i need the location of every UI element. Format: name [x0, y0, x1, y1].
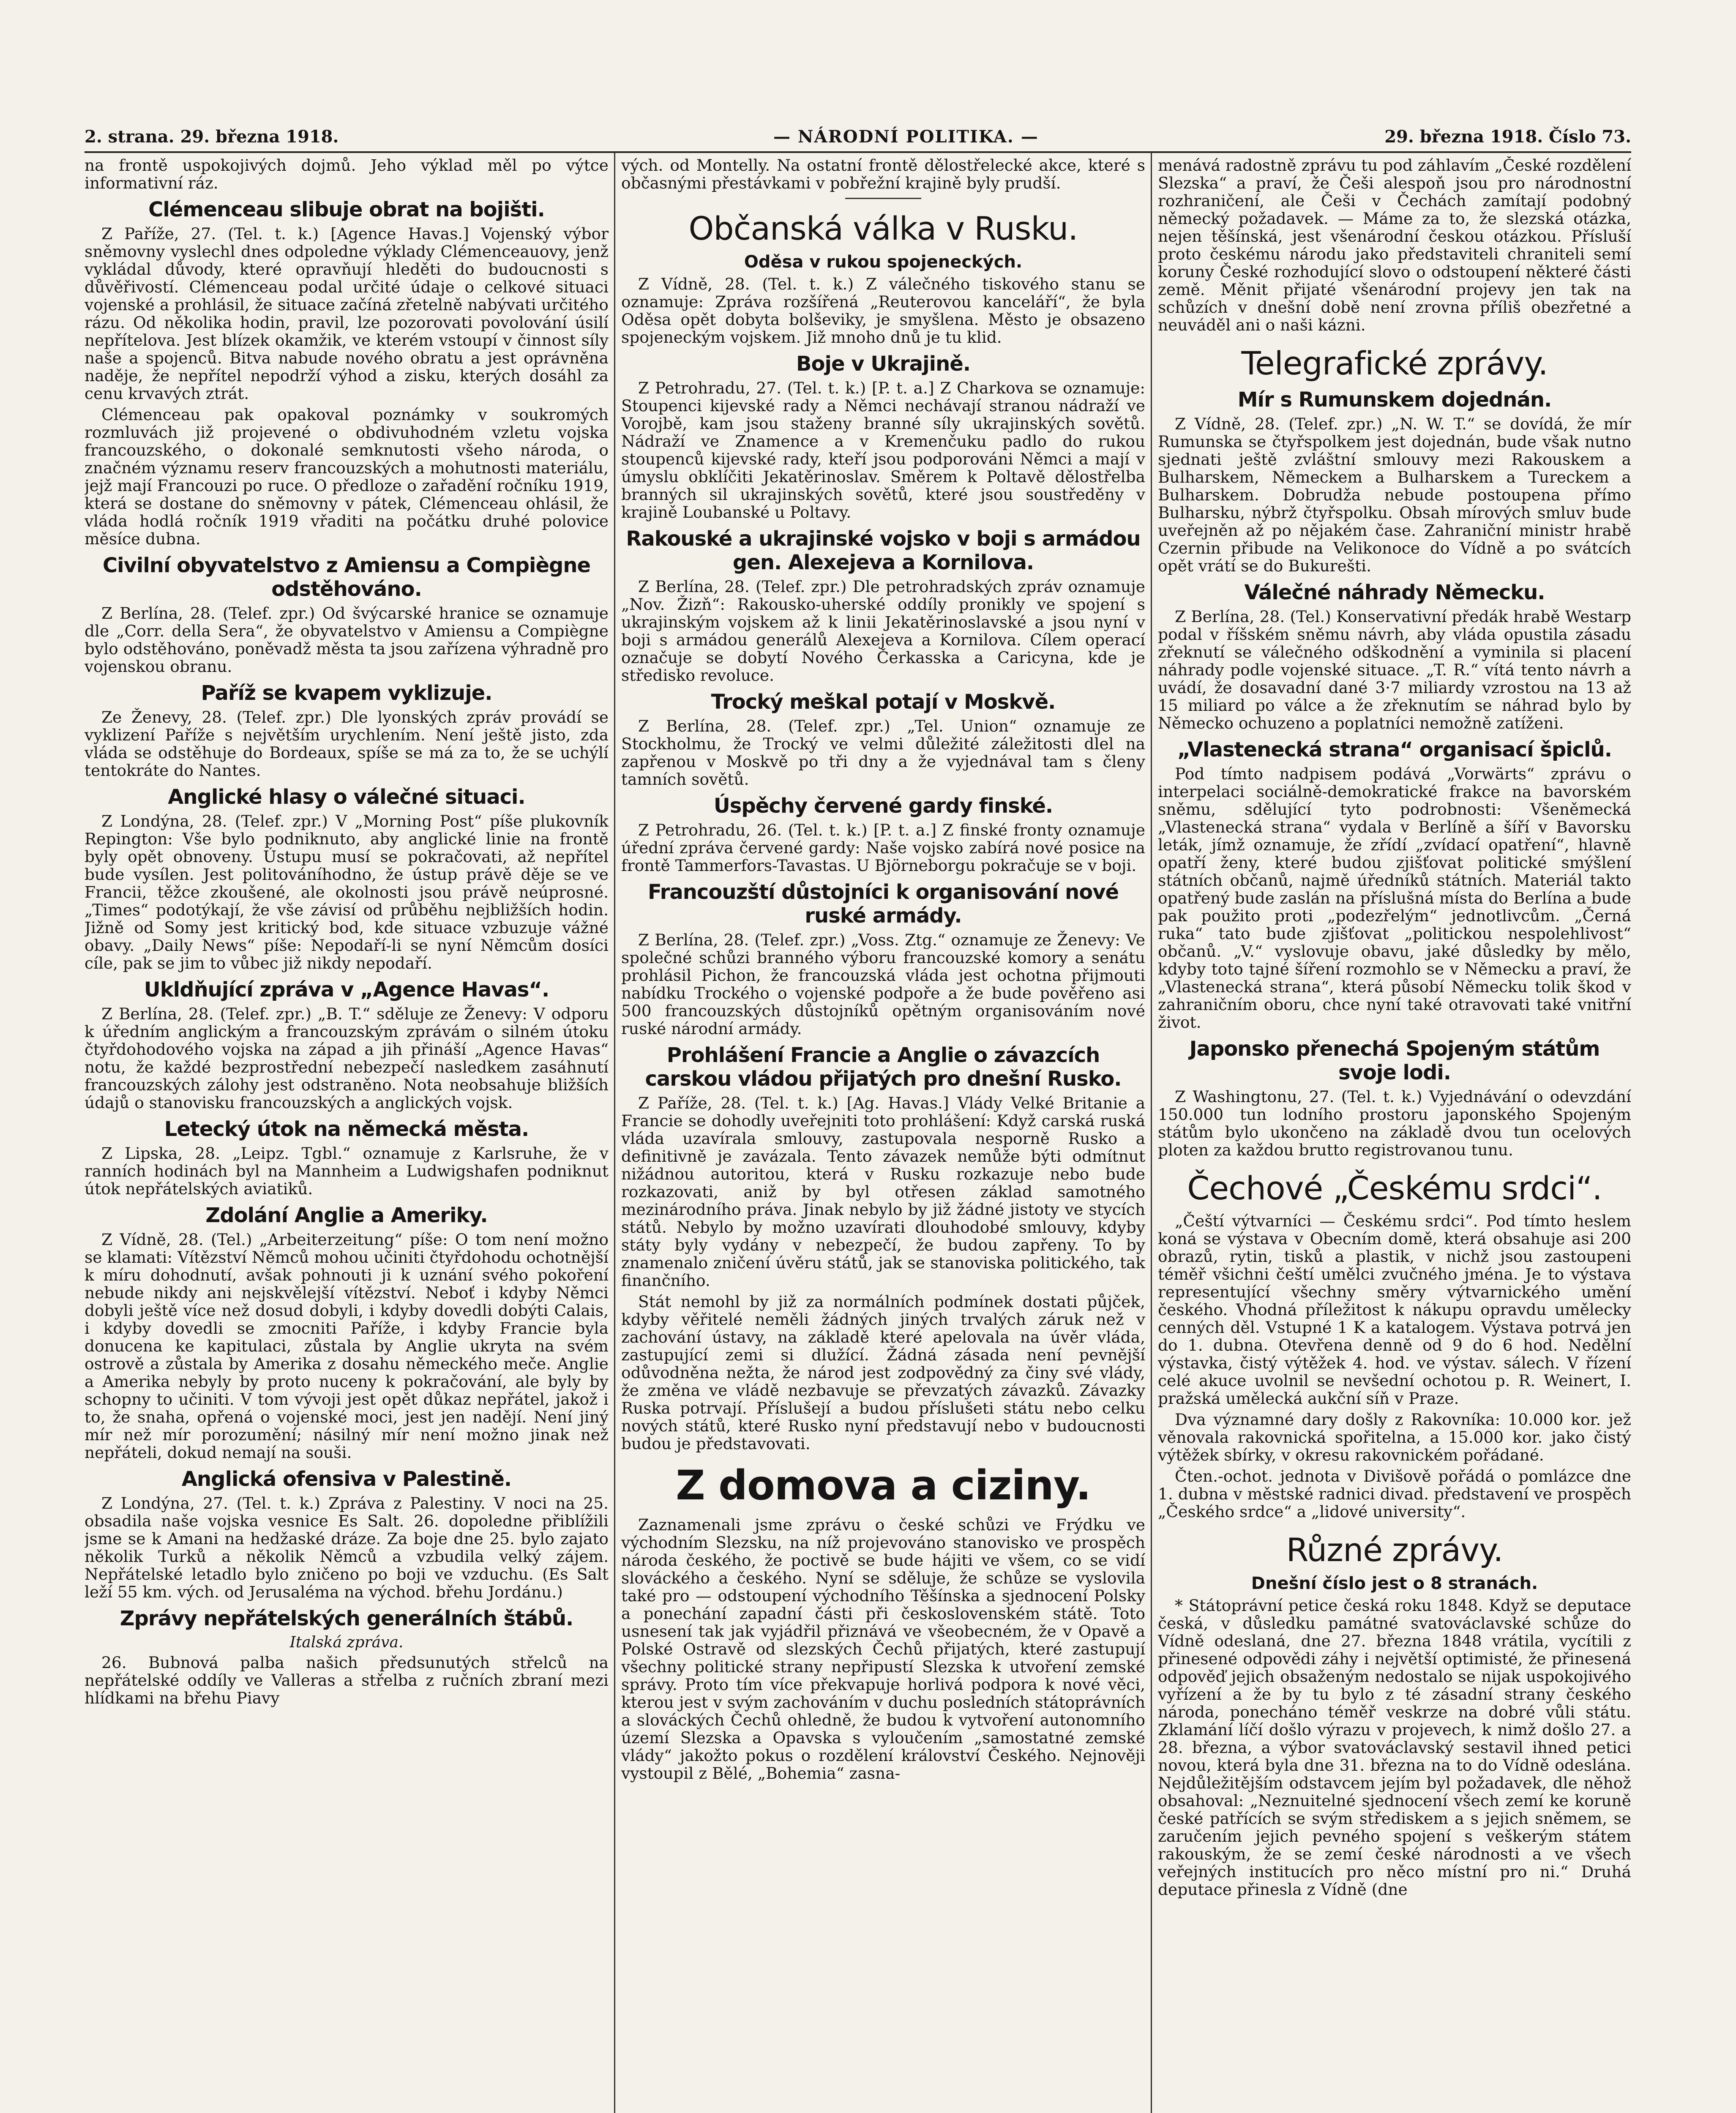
section-headline: Občanská válka v Rusku.	[688, 210, 1078, 247]
subheadline: Dnešní číslo jest o 8 stranách.	[1251, 1574, 1538, 1593]
article-text: Zaznamenali jsme zprávu o české schůzi ve Frýdku ve východním Slezsku, na níž projevováno stanovisko ve prospěch národa českého, že poctivě se bude hájiti ve všem, co se vidí slováckého a českého. Nyní se sděluje, že schůze se vyslovila také pro — odstoupení východního Těšínska a sjednocení Polsky a ponechání zapadní části při československém státě. Toto usnesení tak jak vyjádřil přiznává ve všeobecném, že v Opavě a Polské Ostravě od slezských Čechů přijatých, které zastupují všechny politické strany nepřipustí Slezska k utvoření zemské správy. Proto tím více překvapuje horlivá podpora k nové věci, kterou jest v svým zachováním v duchu posledních státoprávních a slováckých Čechů ohledně, že budou k vytvoření autonomního území Slezska a Opavska s vyloučením „samostatné zemské vlády“ jakožto pokus o rozdělení království Českého. Nejnověji vystoupil z Bělé, „Bohemia“ zasna-	[621, 1515, 1145, 1783]
section-headline: Různé zprávy.	[1286, 1531, 1503, 1569]
headline: Mír s Rumunskem dojednán.	[1237, 388, 1552, 412]
masthead-rule	[85, 151, 1631, 153]
article-text: Z Paříže, 27. (Tel. t. k.) [Agence Havas.] Vojenský výbor sněmovny vyslechl dnes odpoledne výklady Clémenceauovy, jenž vykládal důvody, které opravňují hleděti do budoucnosti s důvěřivostí. Clémenceau podal určité údaje o celkové situaci vojenské a prohlásil, že situace začíná zřetelně nabývati určitého rázu. Od několika hodin, pravil, lze pozorovati povolování úsilí nepřítelova. Jest blízek okamžik, ve kterém vstoupí v činnost síly naše a spojenců. Bitva nabude nového obratu a jest oprávněna naděje, že nepřítel nepodrží výhod a zisku, kterých dosáhl za cenu krvavých ztrát.	[85, 224, 609, 403]
subheadline: Oděsa v rukou spojeneckých.	[744, 252, 1023, 272]
article-text: Stát nemohl by již za normálních podmínek dostati půjček, kdyby věřitelé neměli žádných jiných trvalých záruk než v zachování ústavy, na základě které apelovala na úvěr vláda, zastupující zemi si dlužící. Žádná zásada není pevnější odůvodněna nežta, že národ jest zodpovědný za činy své vlády, že změna ve vládě nezbavuje se převzatých závazků. Závazky Ruska potrvají. Příslušejí a budou příslušeti státu nebo celku nových států, které Rusko nyní představují nebo v budoucnosti budou je představovati.	[621, 1292, 1145, 1453]
article-text: Čten.-ochot. jednota v Divišově pořádá o pomlázce dne 1. dubna v městské radnici divad. představení ve prospěch „Českého srdce“ a „lidové university“.	[1158, 1467, 1631, 1521]
page-date-left: 2. strana. 29. března 1918.	[85, 127, 339, 147]
headline: Prohlášení Francie a Anglie o závazcích carskou vládou přijatých pro dnešní Rusko.	[645, 1043, 1122, 1091]
article-text: Z Berlína, 28. (Telef. zpr.) Od švýcarské hranice se oznamuje dle „Corr. della Sera“, že obyvatelstvo v Amiensu a Compiègne bylo odstěhováno, poněvadž města ta jsou zařízena výhradně pro vojenskou obranu.	[85, 604, 609, 676]
masthead	[85, 127, 1631, 151]
article-text: Z Vídně, 28. (Tel.) „Arbeiterzeitung“ píše: O tom není možno se klamati: Vítězství Němců mohou učiniti čtyřdohodu ochotnější k míru dohodnutí, avšak pohnouti ji k uznání svého pokoření nebude nikdy ani nejskvělejší vítězství. Neboť i kdyby Němci dobyli ještě více než dosud dobyli, i kdyby dovedli dobýti Calais, i kdyby dovedli se zmocniti Paříže, i kdyby Francie byla donucena ke kapitulaci, zůstala by Anglie ukryta na svém ostrově a zůstala by Amerika z dosahu německého meče. Anglie a Amerika nebyly by proto nuceny k pokračování, ale byly by schopny to učiniti. V tom vývoji jest opět důkaz nepřátel, jakož i to, že snaha, opřená o vojenské moci, jest jen nadějí. Není jiný mír než mír porozumění; násilný mír není možno jinak než nepřáteli, dokud nemají na souši.	[85, 1230, 609, 1462]
article-text: Pod tímto nadpisem podává „Vorwärts“ zprávu o interpelaci sociálně-demokratické frakce na bavorském sněmu, sdělující tyto podrobnosti: Všeněmecká „Vlastenecká strana“ vydala v Berlíně a šíří v Bavorsku leták, jímž oznamuje, že zřídí „zvídací opatření“, hlavně opatří ženy, které budou zjišťovat politické smýšlení státních občanů, najmě úředníků státních. Materiál takto opatřený bude zaslán na příslušná místa do Berlína a bude pak použito proti „podezřelým“ jednotlivcům. „Černá ruka“ tato bude zjišťovat „politickou nespolehlivost“ občanů. „V.“ vyslovuje obavu, jaké důsledky by mělo, kdyby toto tajné šíření rozmohlo se v Německu a praví, že „Vlastenecká strana“, která působí Německu tolik škod v zahraničním oboru, chce nyní také otravovati také vnitřní život.	[1158, 764, 1631, 1032]
section-headline: Čechové „Českému srdci“.	[1187, 1169, 1602, 1207]
column-divider	[1151, 152, 1152, 2113]
headline: Rakouské a ukrajinské vojsko v boji s armádou gen. Alexejeva a Kornilova.	[626, 527, 1141, 574]
article-text: Z Berlína, 28. (Telef. zpr.) „B. T.“ sděluje ze Ženevy: V odporu k úředním anglickým a francouzským zprávám o silném útoku čtyřdohodového vojska na západ a jih přináší „Agence Havas“ notu, že každé bezprostřední nebezpečí nasledkem zasáhnutí francouzských zálohy jest odstraněno. Nota neobsahuje bližších údajů o stanovisku francouzských a anglických vojsk.	[85, 1005, 609, 1112]
article-text: Z Vídně, 28. (Telef. zpr.) „N. W. T.“ se dovídá, že mír Rumunska se čtyřspolkem jest dojednán, bude však nutno sjednati ještě zvláštní smlouvy mezi Rakouskem a Bulharskem, Německem a Bulharskem a Tureckem a Bulharskem. Dobrudža nebude postoupena přímo Bulharsku, nýbrž čtyřspolku. Obsah mírových smluv bude uveřejněn až po nějakém čase. Zahraniční ministr hrabě Czernin přibude na Velikonoce do Vídně a po svátcích opět vrátí se do Bukurešti.	[1158, 415, 1631, 575]
newspaper-title: — NÁRODNÍ POLITIKA. —	[773, 127, 1039, 147]
article-text: na frontě uspokojivých dojmů. Jeho výklad měl po výtce informativní ráz.	[85, 156, 609, 192]
article-text: vých. od Montelly. Na ostatní frontě dělostřelecké akce, které s občasnými přestávkami v pobřežní krajině byly prudší.	[621, 156, 1145, 192]
headline: Francouzští důstojníci k organisování nové ruské armády.	[647, 880, 1119, 928]
article-text: Z Berlína, 28. (Telef. zpr.) Dle petrohradských zpráv oznamuje „Nov. Žizň“: Rakousko-uherské oddíly pronikly ve spojení s ukrajinským vojskem až k linii Jekatěrinoslavské a jsou nyní v boji s armádou generálů Alexejeva a Kornilova. Cílem operací označuje se dobytí Nového Čerkasska a Caricyna, kde je středisko revoluce.	[621, 577, 1145, 685]
headline: Civilní obyvatelstvo z Amiensu a Compiègne odstěhováno.	[102, 554, 591, 601]
headline: Boje v Ukrajině.	[796, 352, 971, 376]
issue-number: 29. března 1918. Číslo 73.	[1384, 127, 1631, 147]
subheadline: Italská zpráva.	[289, 1634, 404, 1651]
section-headline: Z domova a ciziny.	[676, 1462, 1091, 1509]
headline: Paříž se kvapem vyklizuje.	[201, 681, 492, 705]
article-text: 26. Bubnová palba našich předsunutých střelců na nepřátelské oddíly ve Valleras a střelba z ručních zbraní mezi hlídkami na břehu Piavy	[85, 1653, 609, 1707]
headline: Úspěchy červené gardy finské.	[713, 794, 1053, 818]
article-text: menává radostně zprávu tu pod záhlavím „České rozdělení Slezska“ a praví, že Češi alespoň jsou pro národnostní rozhraničení, ale Češi v Čechách zamítají podobný německý požadavek. — Máme za to, že slezská otázka, nejen těšínská, jest všenárodní českou otázkou. Přísluší proto českému národu jako představiteli chraniteli semí koruny České rozhodující slovo o odstoupení některé části země. Měnit přijaté všenárodní projevy jen tak na schůzích v dnešní době není zrovna příliš obezřetné a neuváděl ani o naši kázni.	[1158, 156, 1631, 334]
article-text: Z Berlína, 28. (Tel.) Konservativní předák hrabě Westarp podal v říšském sněmu návrh, aby vláda opustila zásadu zřeknutí se válečného odškodnění a vyminila si placení náhrady podle vojenské situace. „T. R.“ vítá tento návrh a uvádí, že dosavadní dané 3·7 miliardy vzrostou na 13 až 15 miliard po válce a že zřeknutím se náhrad bylo by Německo ochuzeno a poplatníci nemožně zatíženi.	[1158, 607, 1631, 732]
headline: Trocký meškal potají v Moskvě.	[711, 690, 1056, 714]
column-3	[1158, 156, 1631, 2113]
article-text: Clémenceau pak opakoval poznámky v soukromých rozmluvách již projevené o obdivuhodném vzletu vojska francouzského, o dokonalé semknutosti všeho národa, o značném významu reserv francouzských a mohutnosti materiálu, jejž mají Francouzi po ruce. O předloze o zařadění ročníku 1919, která se dostane do sněmovny v pátek, Clémenceau ohlásil, že vláda hodlá ročník 1919 vřaditi na počátku druhé polovice měsíce dubna.	[85, 405, 609, 548]
headline: Ukldňující zpráva v „Agence Havas“.	[144, 978, 549, 1002]
article-text: Z Berlína, 28. (Telef. zpr.) „Tel. Union“ oznamuje ze Stockholmu, že Trocký ve velmi důležité záležitosti dlel na zapřenou v Moskvě po tři dny a že vyjednával tam s členy tamních sovětů.	[621, 717, 1145, 789]
article-text: Z Vídně, 28. (Tel. t. k.) Z válečného tiskového stanu se oznamuje: Zpráva rozšířená „Reuterovou kanceláří“, že byla Oděsa opět dobyta bolševiky, je smyšlena. Město je obsazeno spojeneckým vojskem. Již mnoho dnů je tu klid.	[621, 275, 1145, 347]
column-divider	[614, 152, 615, 2113]
article-text: „Čeští výtvarníci — Českému srdci“. Pod tímto heslem koná se výstava v Obecním domě, která obsahuje asi 200 obrazů, rytin, tisků a plastik, v nichž jsou zastoupeni téměř všichni čeští umělci zvučného jména. Je to výstava representující všechny směry výtvarnického umění českého. Vhodná příležitost k nákupu opravdu umělecky cenných děl. Vstupné 1 K a katalogem. Výstava potrvá jen do 1. dubna. Otevřena denně od 9 do 6 hod. Nedělní výstavka, čistý výtěžek 4. hod. ve výstav. sálech. V řízení celé akuce uvolnil se nevšední ochotou p. R. Weinert, I. pražská umělecká aukční síň v Praze.	[1158, 1212, 1631, 1408]
headline: „Vlastenecká strana“ organisací špiclů.	[1177, 738, 1612, 762]
headline: Anglické hlasy o válečné situaci.	[168, 785, 525, 809]
headline: Letecký útok na německá města.	[164, 1117, 529, 1141]
section-headline: Telegrafické zprávy.	[1241, 344, 1548, 382]
article-text: Z Londýna, 27. (Tel. t. k.) Zpráva z Palestiny. V noci na 25. obsadila naše vojska vesnice Es Salt. 26. dopoledne přiblížili jsme se k Amani na hedžaské dráze. Za boje dne 25. bylo zajato několik Turků a několik Němců a vzbudila velký zájem. Nepřátelské letadlo bylo zničeno po boji ve vzduchu. (Es Salt leží 55 km. vých. od Jerusaléma na východ. břehu Jordánu.)	[85, 1494, 609, 1601]
article-text: Z Petrohradu, 27. (Tel. t. k.) [P. t. a.] Z Charkova se oznamuje: Stoupenci kijevské rady a Němci nechávají stranou nádraží ve Vorojbě, kam jsou staženy branné síly ukrajinských sovětů. Nádraží ve Znamence a v Kremenčuku padlo do rukou stoupenců kijevské rady, kteří jsou podporováni Němci a mají v úmyslu obklíčiti Jekatěrinoslav. Směrem k Poltavě dělostřelba branných sil ukrajinských sovětů, které jsou soustředěny v krajině Loubanské u Poltavy.	[621, 379, 1145, 521]
article-text: Z Paříže, 28. (Tel. t. k.) [Ag. Havas.] Vlády Velké Britanie a Francie se dohodly uveřejniti toto prohlášení: Když carská ruská vláda uzavírala smlouvy, zastupovala nesporně Rusko a definitivně je zavázala. Tento závazek nemůže býti odmítnut nižádnou autoritou, která v Rusku rozkazuje nebo bude rozkazovati, aniž by byl otřesen základ samotného mezinárodního práva. Jinak nebylo by již žádné jistoty ve stycích států. Nebylo by možno uzavírati dlouhodobé smlouvy, kdyby státy byly vydány v nebezpečí, že budou zapřeny. To by znamenalo zničení úvěru států, jak se stanoviska politického, tak finančního.	[621, 1094, 1145, 1290]
headline: Japonsko přenechá Spojeným státům svoje lodi.	[1189, 1037, 1600, 1084]
article-text: * Státoprávní petice česká roku 1848. Když se deputace česká, v důsledku památné svatováclavské schůze do Vídně odeslaná, dne 27. března 1848 vrátila, vycítili z přinesené odpovědi záhy i největší optimisté, že přinesená odpověď jejich obsaženým nedostalo se nijak uspokojivého vyřízení a že by tu bylo z té zásadní strany českého národa, ponecháno téměř veskrze na dobré vůli státu. Zklamání líčí došlo výrazu v projevech, k nimž došlo 27. a 28. března, a výbor svatováclavský sestavil ihned petici novou, která byla dne 31. března na to do Vídně odeslána. Nejdůležitějším odstavcem jejím byl požadavek, dle něhož obsahoval: „Neznuitelné sjednocení všech zemí ke koruně české patřících se svým střediskem a s jejich sněmem, se zaručením jejich pevného spojení s veškerým státem rakouským, že se zemí české národnosti a ve všech veřejných institucích pro něco místní pro ni.“ Druhá deputace přinesla z Vídně (dne	[1158, 1596, 1631, 1899]
separator	[845, 198, 921, 199]
headline: Zdolání Anglie a Ameriky.	[205, 1204, 488, 1227]
column-1	[85, 156, 609, 2113]
headline: Clémenceau slibuje obrat na bojišti.	[148, 198, 545, 221]
article-text: Z Londýna, 28. (Telef. zpr.) V „Morning Post“ píše plukovník Repington: Vše bylo podniknuto, aby anglické linie na frontě byly opět obnoveny. Ústupu musí se pokračovati, až nepřítel bude vysílen. Jest politováníhodno, že ústup právě děje se ve Francii, těžce zkoušené, ale okolnosti jsou právě neúprosné. „Times“ podotýkají, že vše závisí od průběhu nejbližších hodin. Jižně od Somy jest kritický bod, kde situace vzbuzuje vážné obavy. „Daily News“ píše: Nepodaří-li se nyní Němcům dosíci cíle, pak se jim to vůbec již nikdy nepodaří.	[85, 812, 609, 972]
column-2	[621, 156, 1145, 2113]
article-text: Dva významné dary došly z Rakovníka: 10.000 kor. jež věnovala rakovnická spořitelna, a 15.000 kor. jako čistý výtěžek sbírky, v okresu rakovnickém pořádané.	[1158, 1410, 1631, 1464]
headline: Válečné náhrady Německu.	[1244, 581, 1545, 604]
headline: Anglická ofensiva v Palestině.	[181, 1467, 512, 1491]
headline: Zprávy nepřátelských generálních štábů.	[120, 1607, 573, 1630]
article-text: Z Washingtonu, 27. (Tel. t. k.) Vyjednávání o odevzdání 150.000 tun lodního prostoru japonského Spojeným státům bylo ukončeno na základě dvou tun ocelových ploten za každou brutto registrovanou tunu.	[1158, 1087, 1631, 1159]
article-text: Z Petrohradu, 26. (Tel. t. k.) [P. t. a.] Z finské fronty oznamuje úřední zpráva červené gardy: Naše vojsko zabírá nové posice na frontě Tammerfors-Tavastas. U Björneborgu pokračuje se v boji.	[621, 821, 1145, 875]
article-text: Z Berlína, 28. (Telef. zpr.) „Voss. Ztg.“ oznamuje ze Ženevy: Ve společné schůzi branného výboru francouzské komory a senátu prohlásil Pichon, že francouzská vláda jest ochotna přijmouti nabídku Trockého o vojenské podpoře a že bude pověřeno asi 500 francouzských důstojníků opětným organisováním nové ruské národní armády.	[621, 931, 1145, 1038]
article-text: Ze Ženevy, 28. (Telef. zpr.) Dle lyonských zpráv provádí se vyklizení Paříže s největším urychlením. Není ještě jisto, zda vláda se odstěhuje do Bordeaux, spíše se má za to, že se uchýlí tentokráte do Nantes.	[85, 708, 609, 780]
article-text: Z Lipska, 28. „Leipz. Tgbl.“ oznamuje z Karlsruhe, že v ranních hodinách byl na Mannheim a Ludwigshafen podniknut útok nepřátelských aviatiků.	[85, 1144, 609, 1198]
